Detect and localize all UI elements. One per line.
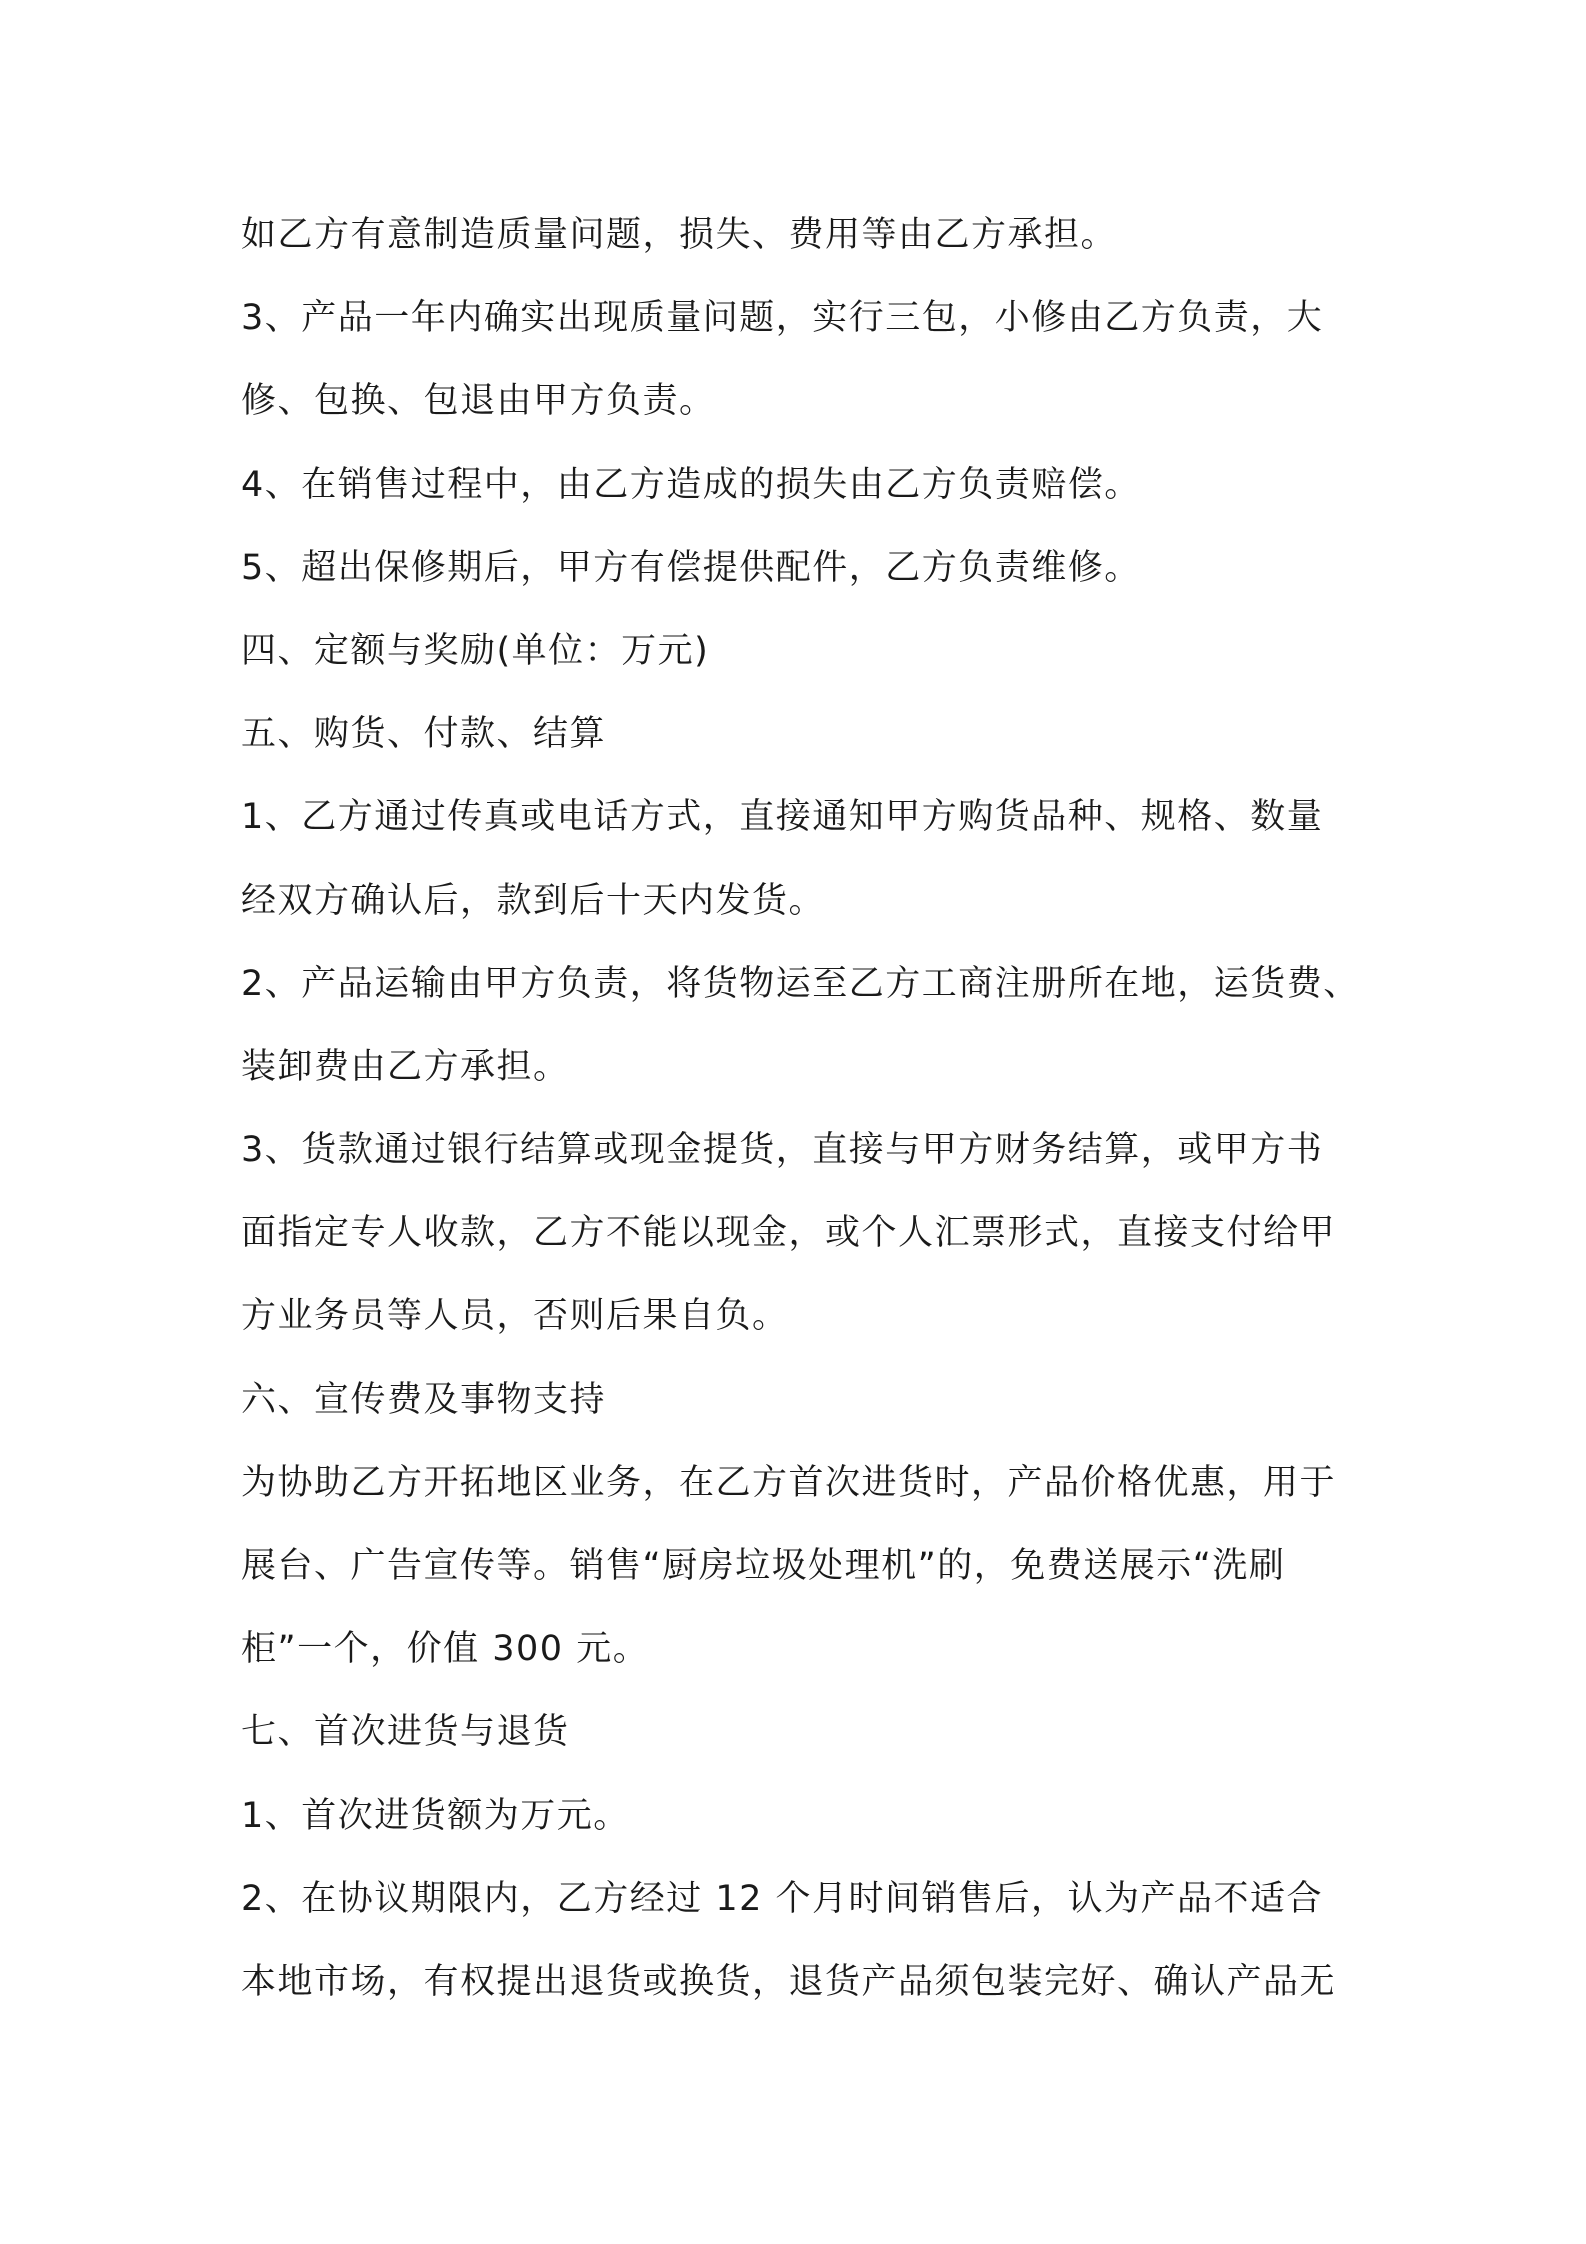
text-line-12: 3、货款通过银行结算或现金提货，直接与甲方财务结算，或甲方书: [241, 1130, 1324, 1171]
document-body: [241, 194, 1361, 2024]
text-line-9: 经双方确认后，款到后十天内发货。: [241, 880, 826, 921]
section-heading-4: 四、定额与奖励(单位：万元): [241, 630, 710, 671]
text-line-16: 为协助乙方开拓地区业务，在乙方首次进货时，产品价格优惠，用于: [241, 1462, 1337, 1503]
text-line-1: 如乙方有意制造质量问题，损失、费用等由乙方承担。: [241, 215, 1118, 255]
text-line-18: 柜”一个，价值 300 元。: [241, 1629, 650, 1670]
text-line-17: 展台、广告宣传等。销售“厨房垃圾处理机”的，免费送展示“洗刷: [241, 1546, 1286, 1586]
text-line-2: 3、产品一年内确实出现质量问题，实行三包，小修由乙方负责，大: [241, 298, 1324, 339]
text-line-21: 2、在协议期限内，乙方经过 12 个月时间销售后，认为产品不适合: [241, 1878, 1324, 1919]
text-line-13: 面指定专人收款，乙方不能以现金，或个人汇票形式，直接支付给甲: [241, 1213, 1337, 1254]
section-heading-5: 五、购货、付款、结算: [241, 714, 607, 755]
text-line-5: 5、超出保修期后，甲方有偿提供配件，乙方负责维修。: [241, 547, 1141, 588]
text-line-4: 4、在销售过程中，由乙方造成的损失由乙方负责赔偿。: [241, 464, 1141, 505]
section-heading-6: 六、宣传费及事物支持: [241, 1379, 607, 1420]
text-line-11: 装卸费由乙方承担。: [241, 1046, 570, 1087]
text-line-14: 方业务员等人员，否则后果自负。: [241, 1296, 789, 1337]
text-line-10: 2、产品运输由甲方负责，将货物运至乙方工商注册所在地，运货费、: [241, 963, 1360, 1004]
text-line-8: 1、乙方通过传真或电话方式，直接通知甲方购货品种、规格、数量: [241, 797, 1324, 838]
text-line-20: 1、首次进货额为万元。: [241, 1795, 630, 1836]
section-heading-7: 七、首次进货与退货: [241, 1712, 570, 1753]
text-line-22: 本地市场，有权提出退货或换货，退货产品须包装完好、确认产品无: [241, 1961, 1337, 2002]
text-line-3: 修、包换、包退由甲方负责。: [241, 381, 716, 422]
